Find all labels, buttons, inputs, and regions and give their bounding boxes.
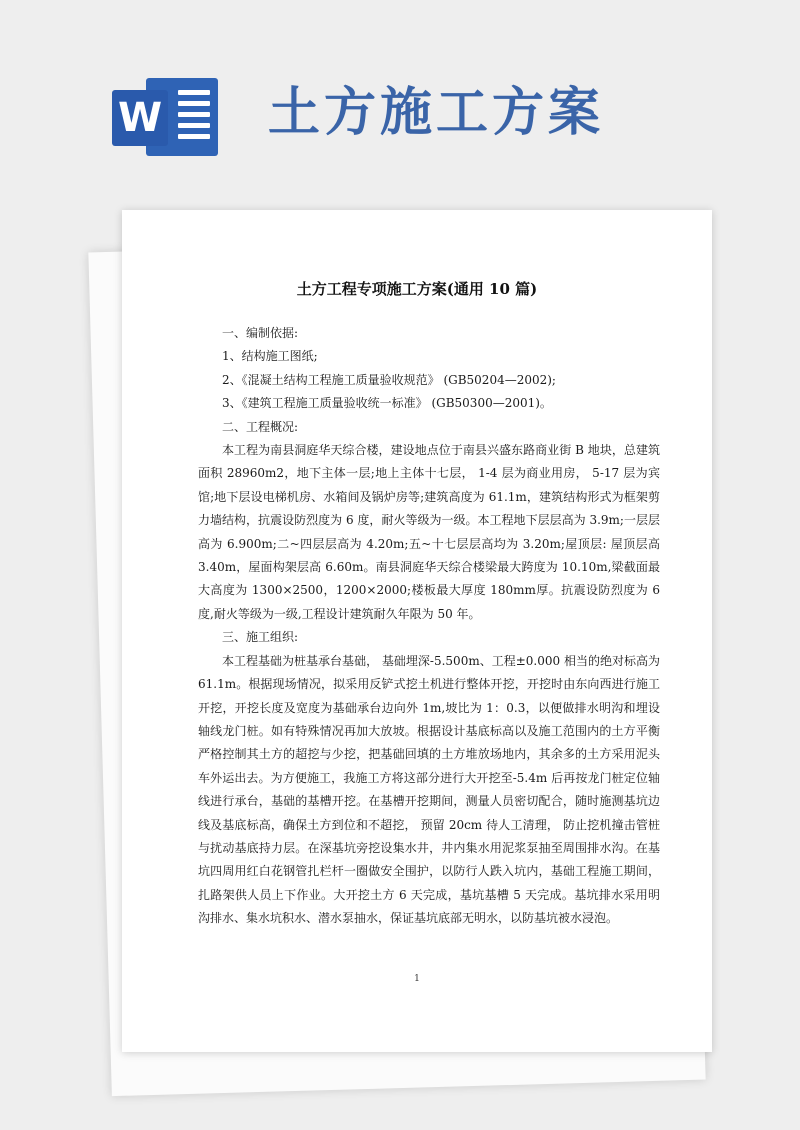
basis-item: 2、《混凝土结构工程施工质量验收规范》 (GB50204—2002); [222, 372, 556, 387]
section-heading: 三、施工组织: [222, 630, 299, 645]
word-document-icon [112, 78, 220, 156]
overview-paragraph: 本工程为南县洞庭华天综合楼，建设地点位于南县兴盛东路商业街 B 地块，总建筑面积 28960m2，地下主体一层;地上主体十七层， 1-4 层为商业用房， 5-17 层为宾馆;地下层设电梯机房、水箱间及锅炉房等;建筑高度为 61.1m，建筑结构形式为框架剪力墙结构，抗震设防烈度为 6 度，耐火等级为一级。本工程地下层层高为 3.9m;一层层高为 6.900m;二~四层层高为 4.20m;五~十七层层高均为 3.20m;屋顶层: 屋顶层高 3.40m，屋面构架层高 6.60m。南县洞庭华天综合楼梁最大跨度为 10.10m,梁截面最大高度为 1300×2500，1200×2000;楼板最大厚度 180mm厚。抗震设防烈度为 6 度,耐火等级为一级,工程设计建筑耐久年限为 50 年。 [198, 443, 660, 621]
page-number: 1 [414, 974, 420, 984]
basis-item: 1、结构施工图纸; [222, 349, 318, 364]
word-doc-lines [178, 90, 210, 145]
header-banner [0, 0, 800, 200]
header-title: 土方施工方案 [268, 83, 605, 143]
organization-paragraph: 本工程基础为桩基承台基础， 基础埋深-5.500m、工程±0.000 相当的绝对标高为 61.1m。根据现场情况，拟采用反铲式挖土机进行整体开挖，开挖时由东向西进行施工开挖，开挖长度及宽度为基础承台边向外 1m,坡比为 1：0.3，以便做排水明沟和埋设轴线龙门桩。如有特殊情况再加大放坡。根据设计基底标高以及施工范围内的土方平衡严格控制其土方的超挖与少挖，把基础回填的土方堆放场地内，其余多的土方采用泥头车外运出去。为方便施工，我施工方将这部分进行大开挖至-5.4m 后再按龙门桩定位轴线进行承台，基础的基槽开挖。在基槽开挖期间，测量人员密切配合，随时施测基坑边线及基底标高，确保土方到位和不超挖， 预留 20cm 待人工清理， 防止挖机撞击管桩与扰动基底持力层。在深基坑旁挖设集水井，井内集水用泥浆泵抽至周围排水沟。在基坑四周用红白花钢管扎栏杆一圈做安全围护，以防行人跌入坑内，基础工程施工期间，扎路架供人员上下作业。大开挖土方 6 天完成，基坑基槽 5 天完成。基坑排水采用明沟排水、集水坑积水、潜水泵抽水，保证基坑底部无明水，以防基坑被水浸泡。 [198, 653, 660, 926]
document-title: 土方工程专项施工方案(通用 10 篇) [296, 280, 538, 298]
document-page [122, 210, 712, 1052]
word-w-badge: W [112, 90, 168, 146]
section-heading: 二、工程概况: [222, 419, 299, 434]
section-heading: 一、编制依据: [222, 326, 299, 340]
basis-item: 3、《建筑工程施工质量验收统一标准》 (GB50300—2001)。 [222, 396, 552, 411]
document-body [198, 322, 660, 931]
